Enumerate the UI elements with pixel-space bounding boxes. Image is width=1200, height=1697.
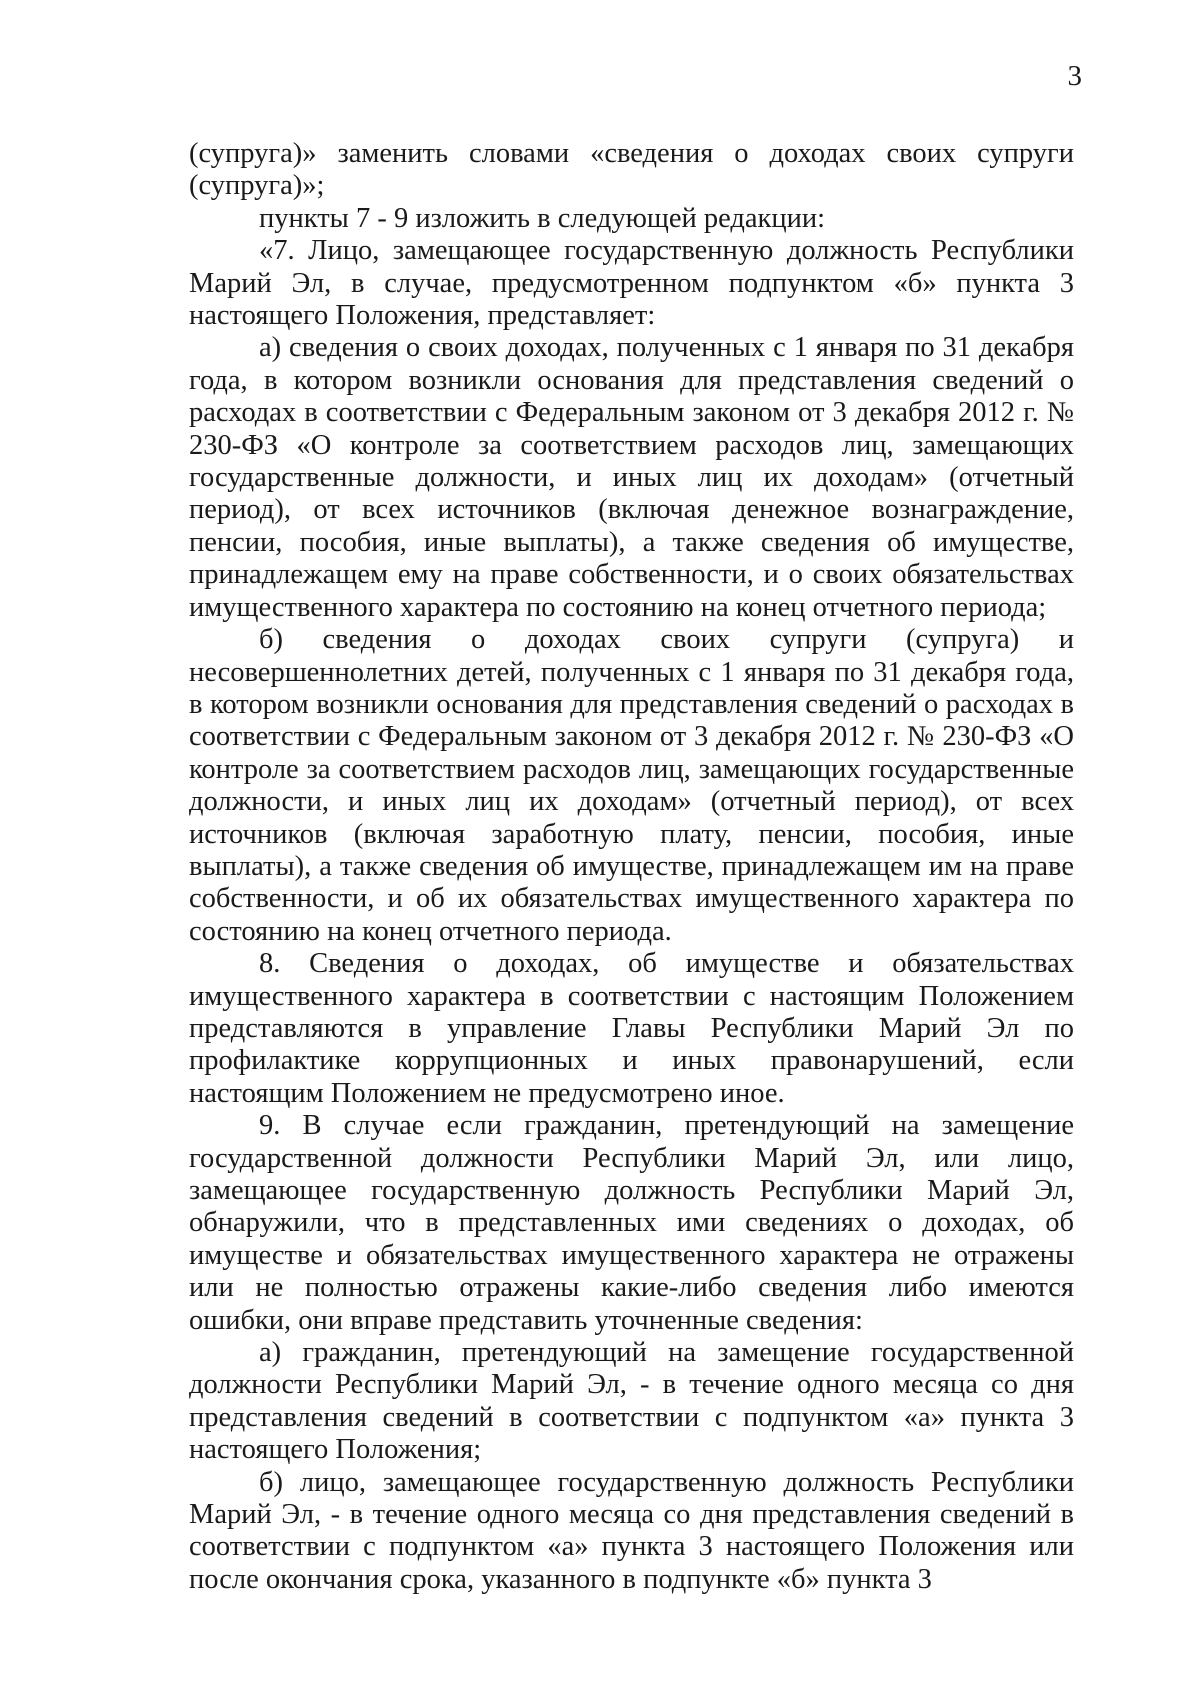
paragraph-continuation: (супруга)» заменить словами «сведения о доходах своих супруги (супруга)»; — [189, 138, 1074, 202]
paragraph-item-9b: б) лицо, замещающее государственную должность Республики Марий Эл, - в течение одного месяца со дня представления сведений в соответствии с подпунктом «а» пункта 3 настоящего Положения или после окончания срока, указанного в подпункте «б» пункта 3 — [189, 1466, 1074, 1595]
paragraph-item-9: 9. В случае если гражданин, претендующий на замещение государственной должности Республики Марий Эл, или лицо, замещающее государственную должность Республики Марий Эл, обнаружили, что в представленных ими сведениях о доходах, об имуществе и обязательствах имущественного характера не отражены или не полностью отражены какие-либо сведения либо имеются ошибки, они вправе представить уточненные сведения: — [189, 1110, 1074, 1336]
paragraph-item-9a: а) гражданин, претендующий на замещение государственной должности Республики Марий Эл, - в течение одного месяца со дня представления сведений в соответствии с подпунктом «а» пункта 3 настоящего Положения; — [189, 1337, 1074, 1466]
paragraph-item-7a: а) сведения о своих доходах, полученных с 1 января по 31 декабря года, в котором возникли основания для представления сведений о расходах в соответствии с Федеральным законом от 3 декабря 2012 г. № 230-ФЗ «О контроле за соответствием расходов лиц, замещающих государственные должности, и иных лиц их доходам» (отчетный период), от всех источников (включая денежное вознаграждение, пенсии, пособия, иные выплаты), а также сведения об имуществе, принадлежащем ему на праве собственности, и о своих обязательствах имущественного характера по состоянию на конец отчетного периода; — [189, 332, 1074, 623]
page-number: 3 — [1067, 60, 1082, 92]
document-body — [189, 138, 1074, 1596]
paragraph-amendment-intro: пункты 7 - 9 изложить в следующей редакции: — [259, 202, 826, 234]
paragraph-item-7: «7. Лицо, замещающее государственную должность Республики Марий Эл, в случае, предусмотренном подпунктом «б» пункта 3 настоящего Положения, представляет: — [189, 235, 1074, 332]
paragraph-item-8: 8. Сведения о доходах, об имуществе и обязательствах имущественного характера в соответствии с настоящим Положением представляются в управление Главы Республики Марий Эл по профилактике коррупционных и иных правонарушений, если настоящим Положением не предусмотрено иное. — [189, 948, 1074, 1109]
paragraph-item-7b: б) сведения о доходах своих супруги (супруга) и несовершеннолетних детей, полученных с 1 января по 31 декабря года, в котором возникли основания для представления сведений о расходах в соответствии с Федеральным законом от 3 декабря 2012 г. № 230-ФЗ «О контроле за соответствием расходов лиц, замещающих государственные должности, и иных лиц их доходам» (отчетный период), от всех источников (включая заработную плату, пенсии, пособия, иные выплаты), а также сведения об имуществе, принадлежащем им на праве собственности, и об их обязательствах имущественного характера по состоянию на конец отчетного периода. — [189, 624, 1074, 947]
